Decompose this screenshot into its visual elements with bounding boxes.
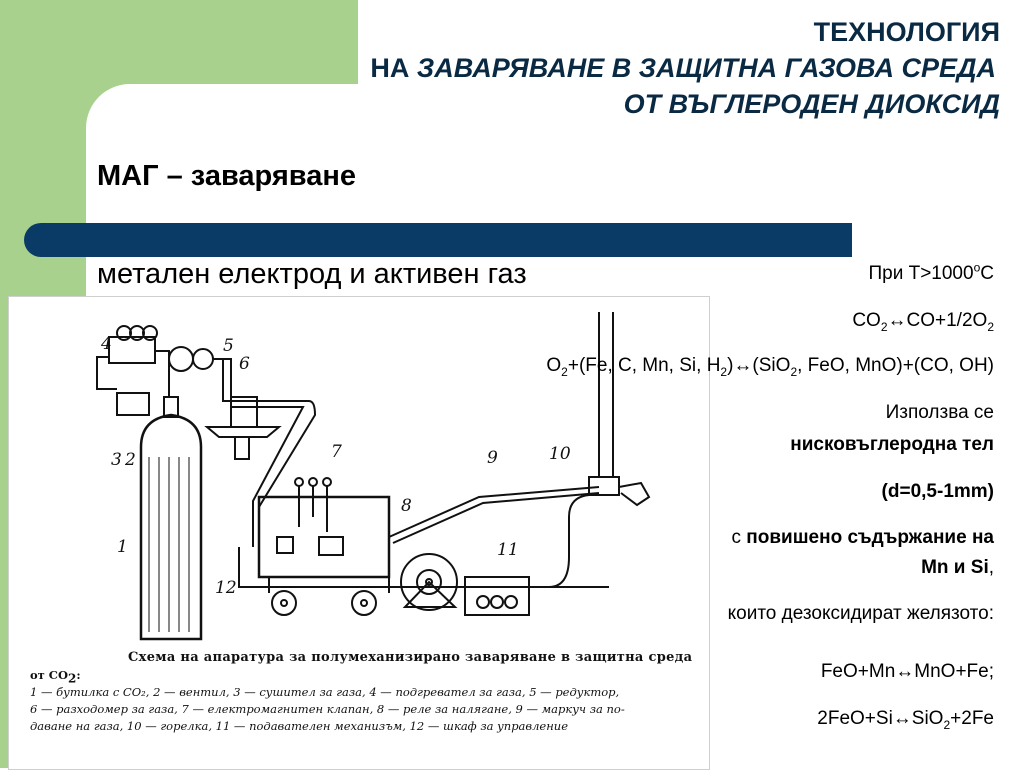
caption-line-1: 1 — бутилка с CO₂, 2 — вентил, 3 — сушител за газа, 4 — подгревател за газа, 5 — редуктор, xyxy=(30,685,620,699)
reaction-mn: FeO+Mn↔MnO+Fe; xyxy=(820,661,994,682)
diagram-label-5: 5 xyxy=(223,336,234,356)
low-carbon-wire: нисковъглеродна тел xyxy=(790,434,994,455)
deoxidize-text: които дезоксидират желязото: xyxy=(727,603,994,624)
gas-cylinder xyxy=(141,415,201,639)
caption-line-2: 6 — разходомер за газа, 7 — електромагнитен клапан, 8 — реле за налягане, 9 — маркуч за по- xyxy=(30,702,625,716)
reaction-si: 2FeO+Si↔SiO$_2$+2Fe xyxy=(817,708,994,732)
navy-divider-bar xyxy=(24,223,852,257)
content-line-2: Mn и Si, xyxy=(921,557,994,578)
title-line-3: ОТ ВЪГЛЕРОДЕН ДИОКСИД xyxy=(623,89,1000,119)
reaction-oxidation: $O_2+(Fe$, C, Mn, Si, $H_2)\leftrightarrow(SiO_2$, FeO, MnO)+(CO, OH) xyxy=(546,355,994,379)
wire-diameter: (d=0,5-1mm) xyxy=(881,481,994,502)
diagram-label-10: 10 xyxy=(549,444,571,464)
diagram-label-8: 8 xyxy=(401,496,412,516)
caption-line-3: даване на газа, 10 — горелка, 11 — подавателен механизъм, 12 — шкаф за управление xyxy=(30,719,569,733)
caption-legend xyxy=(30,667,710,735)
title-line-1: ТЕХНОЛОГИЯ xyxy=(813,17,1000,47)
diagram-label-7: 7 xyxy=(331,442,342,462)
diagram-label-11: 11 xyxy=(497,540,519,560)
uses-text: Използва се xyxy=(885,402,994,423)
electrode-text: метален електрод и активен газ xyxy=(97,258,527,290)
diagram-label-4: 4 xyxy=(101,334,112,354)
caption-from: от $CO_2$: xyxy=(30,668,81,686)
slide-title xyxy=(100,14,1000,122)
diagram-label-2: 2 xyxy=(125,450,136,470)
diagram-label-3: 3 xyxy=(111,450,122,470)
diagram-label-1: 1 xyxy=(117,537,128,557)
diagram-caption xyxy=(30,650,710,735)
temperature-condition: При $Т>1000^оС$ xyxy=(868,260,994,284)
reaction-co2: $CO_2\leftrightarrow CO+1/2O_2$ xyxy=(852,310,994,334)
caption-title: Схема на апаратура за полумеханизирано заваряване в защитна среда xyxy=(128,650,693,665)
title-line-2: НА ЗАВАРЯВАНЕ В ЗАЩИТНА ГАЗОВА СРЕДА xyxy=(370,53,996,83)
diagram-label-12: 12 xyxy=(215,578,237,598)
diagram-label-6: 6 xyxy=(239,354,250,374)
subtitle: МАГ – заваряване xyxy=(97,160,356,192)
apparatus-drawing xyxy=(9,297,709,657)
content-line-1: с повишено съдържание на xyxy=(731,527,994,548)
diagram-label-9: 9 xyxy=(487,448,498,468)
